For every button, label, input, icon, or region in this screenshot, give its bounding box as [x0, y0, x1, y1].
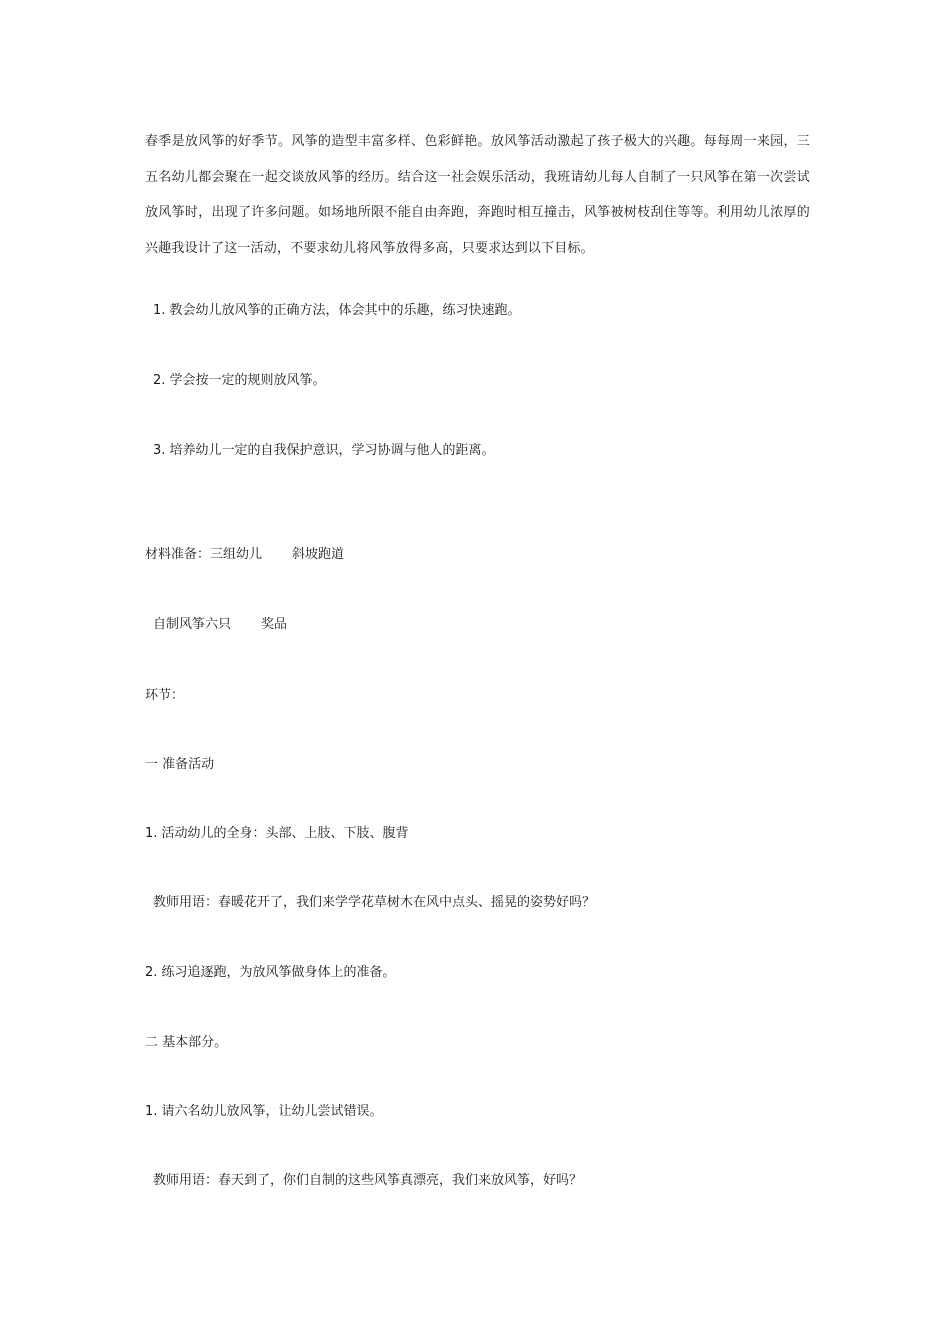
materials-line-1 [145, 545, 344, 565]
goal-number: 1. [153, 303, 166, 318]
goal-item-2 [153, 371, 326, 391]
materials-kites: 自制风筝六只 [153, 617, 232, 632]
intro-paragraph: 春季是放风筝的好季节。风筝的造型丰富多样、色彩鲜艳。放风筝活动激起了孩子极大的兴趣。每每周一来园，三五名幼儿都会聚在一起交谈放风筝的经历。结合这一社会娱乐活动，我班请幼儿每人自制了一只风筝在第一次尝试放风筝时，出现了许多问题。如场地所限不能自由奔跑，奔跑时相互撞击，风筝被树枝刮住等等。利用幼儿浓厚的兴趣我设计了这一活动，不要求幼儿将风筝放得多高，只要求达到以下目标。 [145, 134, 810, 256]
goal-text: 教会幼儿放风筝的正确方法，体会其中的乐趣，练习快速跑。 [169, 303, 521, 318]
part2-step-1 [145, 1102, 383, 1122]
materials-prizes: 奖品 [261, 617, 288, 632]
goal-number: 2. [153, 373, 166, 388]
step-text: 活动幼儿的全身：头部、上肢、下肢、腹背 [161, 826, 409, 841]
step-text: 练习追逐跑，为放风筝做身体上的准备。 [161, 965, 396, 980]
part1-step-2 [145, 963, 396, 983]
step-number: 1. [145, 1104, 158, 1119]
materials-label: 材料准备：三组幼儿 [145, 547, 263, 562]
goal-text: 学会按一定的规则放风筝。 [169, 373, 326, 388]
goal-number: 3. [153, 443, 166, 458]
materials-line-2 [153, 615, 287, 635]
materials-slope: 斜坡跑道 [292, 547, 345, 562]
part1-step-1 [145, 824, 409, 844]
step-number: 1. [145, 826, 158, 841]
part1-heading: 一 准备活动 [145, 757, 215, 772]
step-text: 请六名幼儿放风筝，让幼儿尝试错误。 [161, 1104, 383, 1119]
section-label: 环节： [145, 688, 185, 703]
goal-text: 培养幼儿一定的自我保护意识，学习协调与他人的距离。 [169, 443, 495, 458]
goal-item-1 [153, 301, 521, 321]
goal-item-3 [153, 441, 495, 461]
part2-heading: 二 基本部分。 [145, 1035, 228, 1050]
step-number: 2. [145, 965, 158, 980]
part2-teacher-speech-1: 教师用语：春天到了，你们自制的这些风筝真漂亮，我们来放风筝，好吗？ [153, 1173, 583, 1188]
part1-teacher-speech-1: 教师用语：春暖花开了，我们来学学花草树木在风中点头、摇晃的姿势好吗？ [153, 895, 596, 910]
